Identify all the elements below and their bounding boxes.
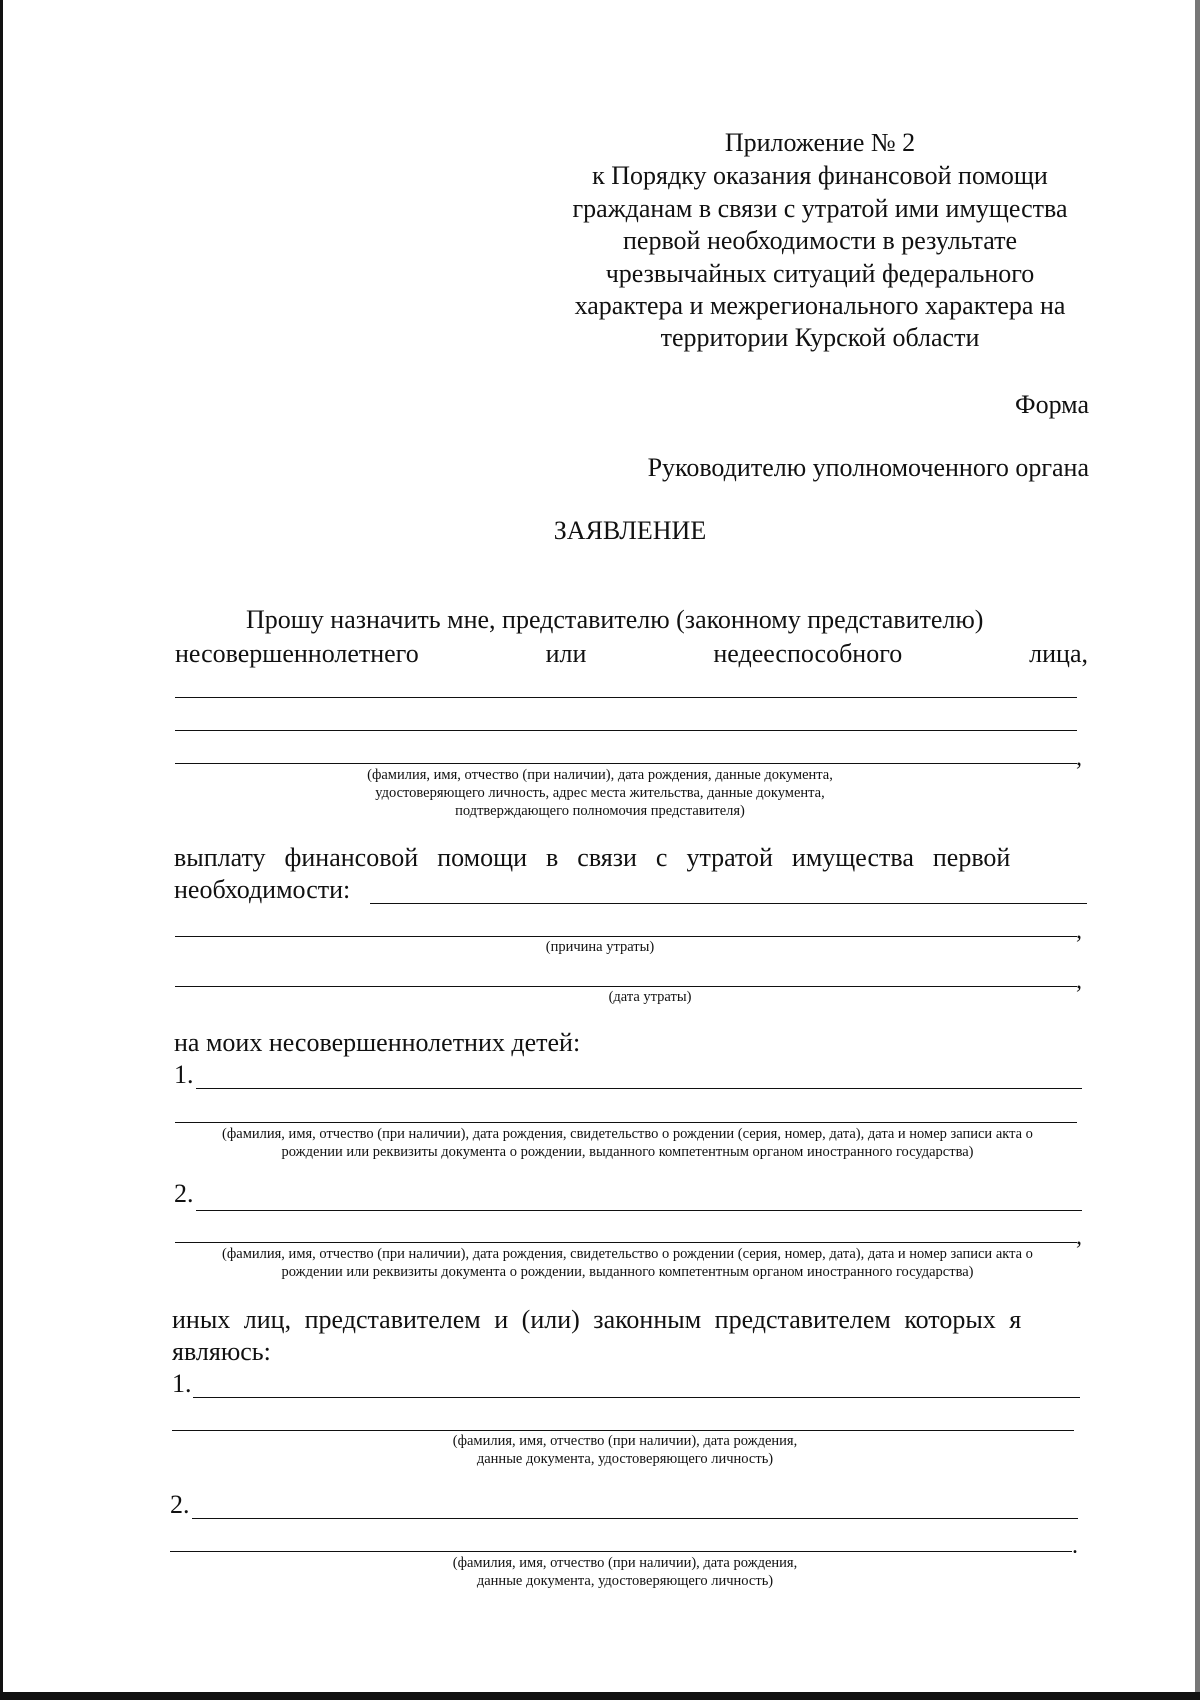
children-item-1-number: 1.: [174, 1060, 194, 1089]
header-line-7: территории Курской области: [660, 323, 980, 352]
applicant-comma: ,: [1076, 745, 1082, 771]
intro-word-4: лица,: [1029, 639, 1088, 668]
applicant-hint-3: подтверждающего полномочия представителя): [455, 803, 745, 819]
page-edge-right: [1195, 0, 1200, 1700]
other-2-hint-2: данные документа, удостоверяющего личность): [476, 1573, 774, 1589]
date-input-line[interactable]: [175, 986, 1077, 987]
header-line-6: характера и межрегионального характера на: [574, 291, 1066, 320]
child-1-input-line-1[interactable]: [196, 1088, 1082, 1089]
intro-word-1: несовершеннолетнего: [175, 639, 419, 668]
other-2-hint-1: (фамилия, имя, отчество (при наличии), дата рождения,: [452, 1555, 798, 1571]
reason-hint: (причина утраты): [545, 939, 655, 955]
document-title: ЗАЯВЛЕНИЕ: [553, 516, 707, 545]
child-1-hint-1: (фамилия, имя, отчество (при наличии), дата рождения, свидетельство о рождении (серия, номер, дата), дата и номер записи акта о: [222, 1126, 1033, 1142]
others-item-1-number: 1.: [172, 1369, 192, 1398]
payment-line-2: необходимости:: [174, 875, 351, 904]
reason-input-line-2[interactable]: [175, 936, 1077, 937]
others-item-2-number: 2.: [170, 1490, 190, 1519]
date-comma: ,: [1076, 968, 1082, 994]
other-1-input-line-1[interactable]: [193, 1397, 1080, 1398]
date-hint: (дата утраты): [608, 989, 692, 1005]
header-line-5: чрезвычайных ситуаций федерального: [605, 259, 1035, 288]
child-2-comma: ,: [1076, 1224, 1082, 1250]
reason-comma: ,: [1076, 918, 1082, 944]
intro-word-2: или: [545, 639, 587, 668]
page-edge-bottom: [0, 1692, 1200, 1700]
page-edge-left: [0, 0, 3, 1700]
intro-word-3: недееспособного: [713, 639, 903, 668]
child-2-input-line-1[interactable]: [196, 1210, 1082, 1211]
other-1-hint-2: данные документа, удостоверяющего личность): [476, 1451, 774, 1467]
other-1-input-line-2[interactable]: [172, 1430, 1074, 1431]
children-heading: на моих несовершеннолетних детей:: [174, 1028, 581, 1057]
payment-line-1: выплату финансовой помощи в связи с утратой имущества первой: [174, 843, 1011, 872]
applicant-hint-2: удостоверяющего личность, адрес места жительства, данные документа,: [375, 785, 825, 801]
header-line-3: гражданам в связи с утратой ими имущества: [572, 194, 1068, 223]
child-2-input-line-2[interactable]: [175, 1242, 1077, 1243]
others-line-1: иных лиц, представителем и (или) законным представителем которых я: [172, 1305, 1022, 1334]
others-line-2: являюсь:: [172, 1337, 271, 1366]
child-2-hint-1: (фамилия, имя, отчество (при наличии), дата рождения, свидетельство о рождении (серия, номер, дата), дата и номер записи акта о: [222, 1246, 1033, 1262]
addressee: Руководителю уполномоченного органа: [647, 453, 1089, 482]
other-2-input-line-1[interactable]: [192, 1518, 1078, 1519]
intro-line-2: [175, 641, 1088, 667]
other-1-hint-1: (фамилия, имя, отчество (при наличии), дата рождения,: [452, 1433, 798, 1449]
applicant-input-line-1[interactable]: [175, 697, 1077, 698]
child-1-input-line-2[interactable]: [175, 1122, 1077, 1123]
applicant-input-line-2[interactable]: [175, 730, 1077, 731]
header-line-2: к Порядку оказания финансовой помощи: [592, 161, 1048, 190]
reason-input-line-1[interactable]: [370, 903, 1087, 904]
form-label: Форма: [1015, 390, 1089, 419]
other-2-input-line-2[interactable]: [170, 1551, 1072, 1552]
children-item-2-number: 2.: [174, 1179, 194, 1208]
child-1-hint-2: рождении или реквизиты документа о рождении, выданного компетентным органом иностранного государства): [281, 1144, 974, 1160]
header-line-4: первой необходимости в результате: [623, 226, 1017, 255]
other-2-period: .: [1072, 1533, 1078, 1559]
header-line-1: Приложение № 2: [724, 128, 916, 157]
child-2-hint-2: рождении или реквизиты документа о рождении, выданного компетентным органом иностранного государства): [281, 1264, 974, 1280]
intro-line-1: Прошу назначить мне, представителю (законному представителю): [246, 605, 984, 634]
applicant-hint-1: (фамилия, имя, отчество (при наличии), дата рождения, данные документа,: [367, 767, 833, 783]
applicant-input-line-3[interactable]: [175, 763, 1077, 764]
